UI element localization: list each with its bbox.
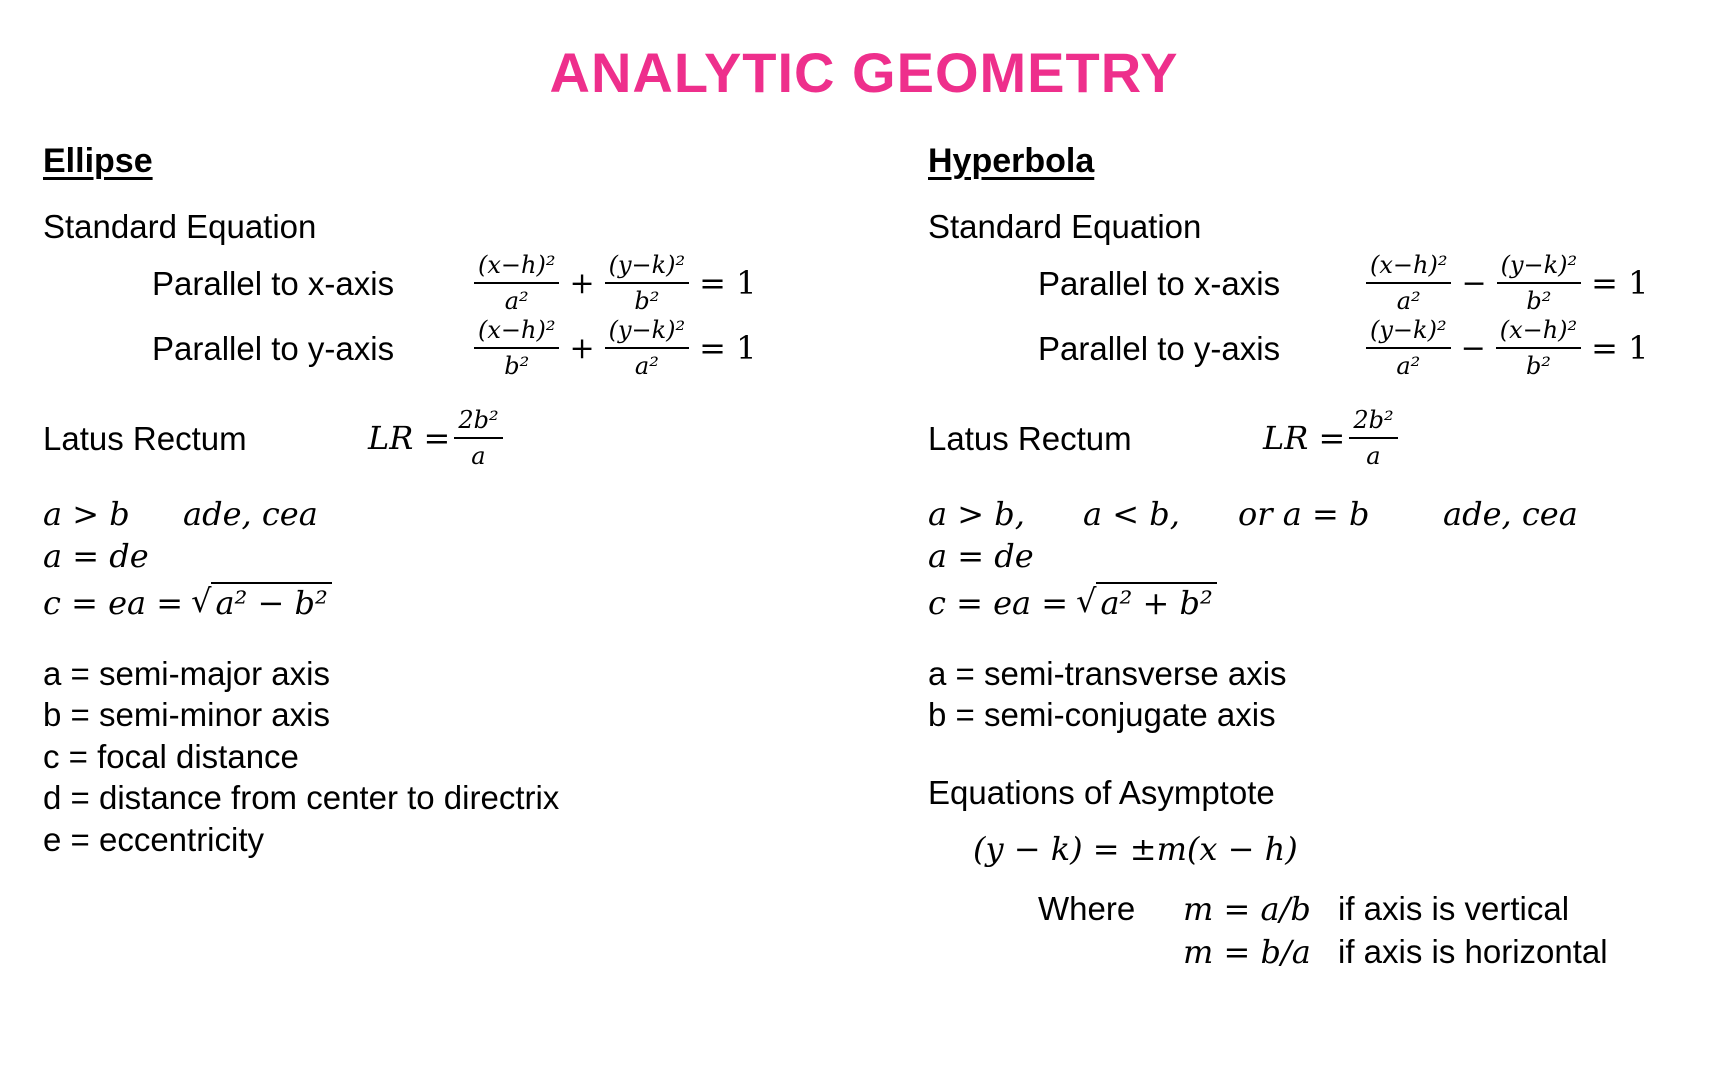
hyperbola-rel1: a = de bbox=[928, 537, 1034, 575]
fraction: $\frac{\text{(x−h)²}}{\text{a²}}$ bbox=[1366, 250, 1451, 316]
hyperbola-cond4: ade, cea bbox=[1443, 495, 1578, 533]
ellipse-rel2: c = ea = √ a² − b² bbox=[43, 582, 332, 622]
fraction: $\frac{\text{2b²}}{a}$ bbox=[454, 405, 502, 471]
ellipse-def: b = semi-minor axis bbox=[43, 696, 330, 733]
hyperbola-rel2: c = ea = √ a² + b² bbox=[928, 582, 1217, 622]
hyperbola-eq-y: $\frac{\text{(y−k)²}}{\text{a²}}$ − $\frac{\text{(x−h)²}}{\text{b²}}$ = 1 bbox=[1362, 315, 1655, 381]
hyperbola-def: a = semi-transverse axis bbox=[928, 655, 1287, 692]
ellipse-heading: Ellipse bbox=[43, 142, 153, 180]
hyperbola-lr-eq: LR = $\frac{\text{2b²}}{a}$ bbox=[1263, 405, 1402, 471]
ellipse-def: d = distance from center to directrix bbox=[43, 779, 560, 816]
sqrt: √ a² − b² bbox=[191, 582, 332, 622]
hyperbola-parallel-x-label: Parallel to x-axis bbox=[1038, 265, 1281, 302]
hyperbola-where-label: Where bbox=[1038, 890, 1136, 927]
ellipse-lr-eq: LR = $\frac{\text{2b²}}{a}$ bbox=[368, 405, 507, 471]
ellipse-latus-label: Latus Rectum bbox=[43, 420, 247, 457]
ellipse-eq-x: $\frac{\text{(x−h)²}}{\text{a²}}$ + $\frac{\text{(y−k)²}}{\text{b²}}$ = 1 bbox=[470, 250, 763, 316]
fraction: $\frac{\text{(x−h)²}}{\text{b²}}$ bbox=[474, 315, 559, 381]
fraction: $\frac{\text{(y−k)²}}{\text{b²}}$ bbox=[1497, 250, 1582, 316]
sqrt: √ a² + b² bbox=[1076, 582, 1217, 622]
hyperbola-def: b = semi-conjugate axis bbox=[928, 696, 1276, 733]
hyperbola-cond1: a > b, bbox=[928, 495, 1025, 533]
ellipse-def: c = focal distance bbox=[43, 738, 299, 775]
hyperbola-m1: m = a/b bbox=[1183, 890, 1311, 928]
fraction: $\frac{\text{(x−h)²}}{\text{b²}}$ bbox=[1496, 315, 1581, 381]
fraction: $\frac{\text{(y−k)²}}{\text{a²}}$ bbox=[1366, 315, 1451, 381]
hyperbola-m2: m = b/a bbox=[1183, 933, 1311, 971]
ellipse-def: a = semi-major axis bbox=[43, 655, 330, 692]
hyperbola-parallel-y-label: Parallel to y-axis bbox=[1038, 330, 1281, 367]
ellipse-parallel-y-label: Parallel to y-axis bbox=[152, 330, 395, 367]
hyperbola-cond3: or a = b bbox=[1238, 495, 1370, 533]
ellipse-eq-y: $\frac{\text{(x−h)²}}{\text{b²}}$ + $\frac{\text{(y−k)²}}{\text{a²}}$ = 1 bbox=[470, 315, 763, 381]
hyperbola-cond2: a < b, bbox=[1083, 495, 1180, 533]
page-title: ANALYTIC GEOMETRY bbox=[549, 41, 1179, 104]
ellipse-rel1: a = de bbox=[43, 537, 149, 575]
ellipse-parallel-x-label: Parallel to x-axis bbox=[152, 265, 395, 302]
hyperbola-asymptote-label: Equations of Asymptote bbox=[928, 774, 1275, 811]
hyperbola-m2-note: if axis is horizontal bbox=[1338, 933, 1608, 970]
hyperbola-heading: Hyperbola bbox=[928, 142, 1095, 180]
hyperbola-eq-x: $\frac{\text{(x−h)²}}{\text{a²}}$ − $\frac{\text{(y−k)²}}{\text{b²}}$ = 1 bbox=[1362, 250, 1655, 316]
fraction: $\frac{\text{2b²}}{a}$ bbox=[1349, 405, 1397, 471]
ellipse-def: e = eccentricity bbox=[43, 821, 265, 858]
ellipse-standard-label: Standard Equation bbox=[43, 208, 317, 245]
hyperbola-m1-note: if axis is vertical bbox=[1338, 890, 1570, 927]
fraction: $\frac{\text{(y−k)²}}{\text{a²}}$ bbox=[605, 315, 690, 381]
hyperbola-latus-label: Latus Rectum bbox=[928, 420, 1132, 457]
ellipse-cond2: ade, cea bbox=[183, 495, 318, 533]
ellipse-cond1: a > b bbox=[43, 495, 130, 533]
hyperbola-standard-label: Standard Equation bbox=[928, 208, 1202, 245]
fraction: $\frac{\text{(y−k)²}}{\text{b²}}$ bbox=[605, 250, 690, 316]
hyperbola-asymptote-eq: (y − k) = ±m(x − h) bbox=[973, 830, 1298, 868]
fraction: $\frac{\text{(x−h)²}}{\text{a²}}$ bbox=[474, 250, 559, 316]
